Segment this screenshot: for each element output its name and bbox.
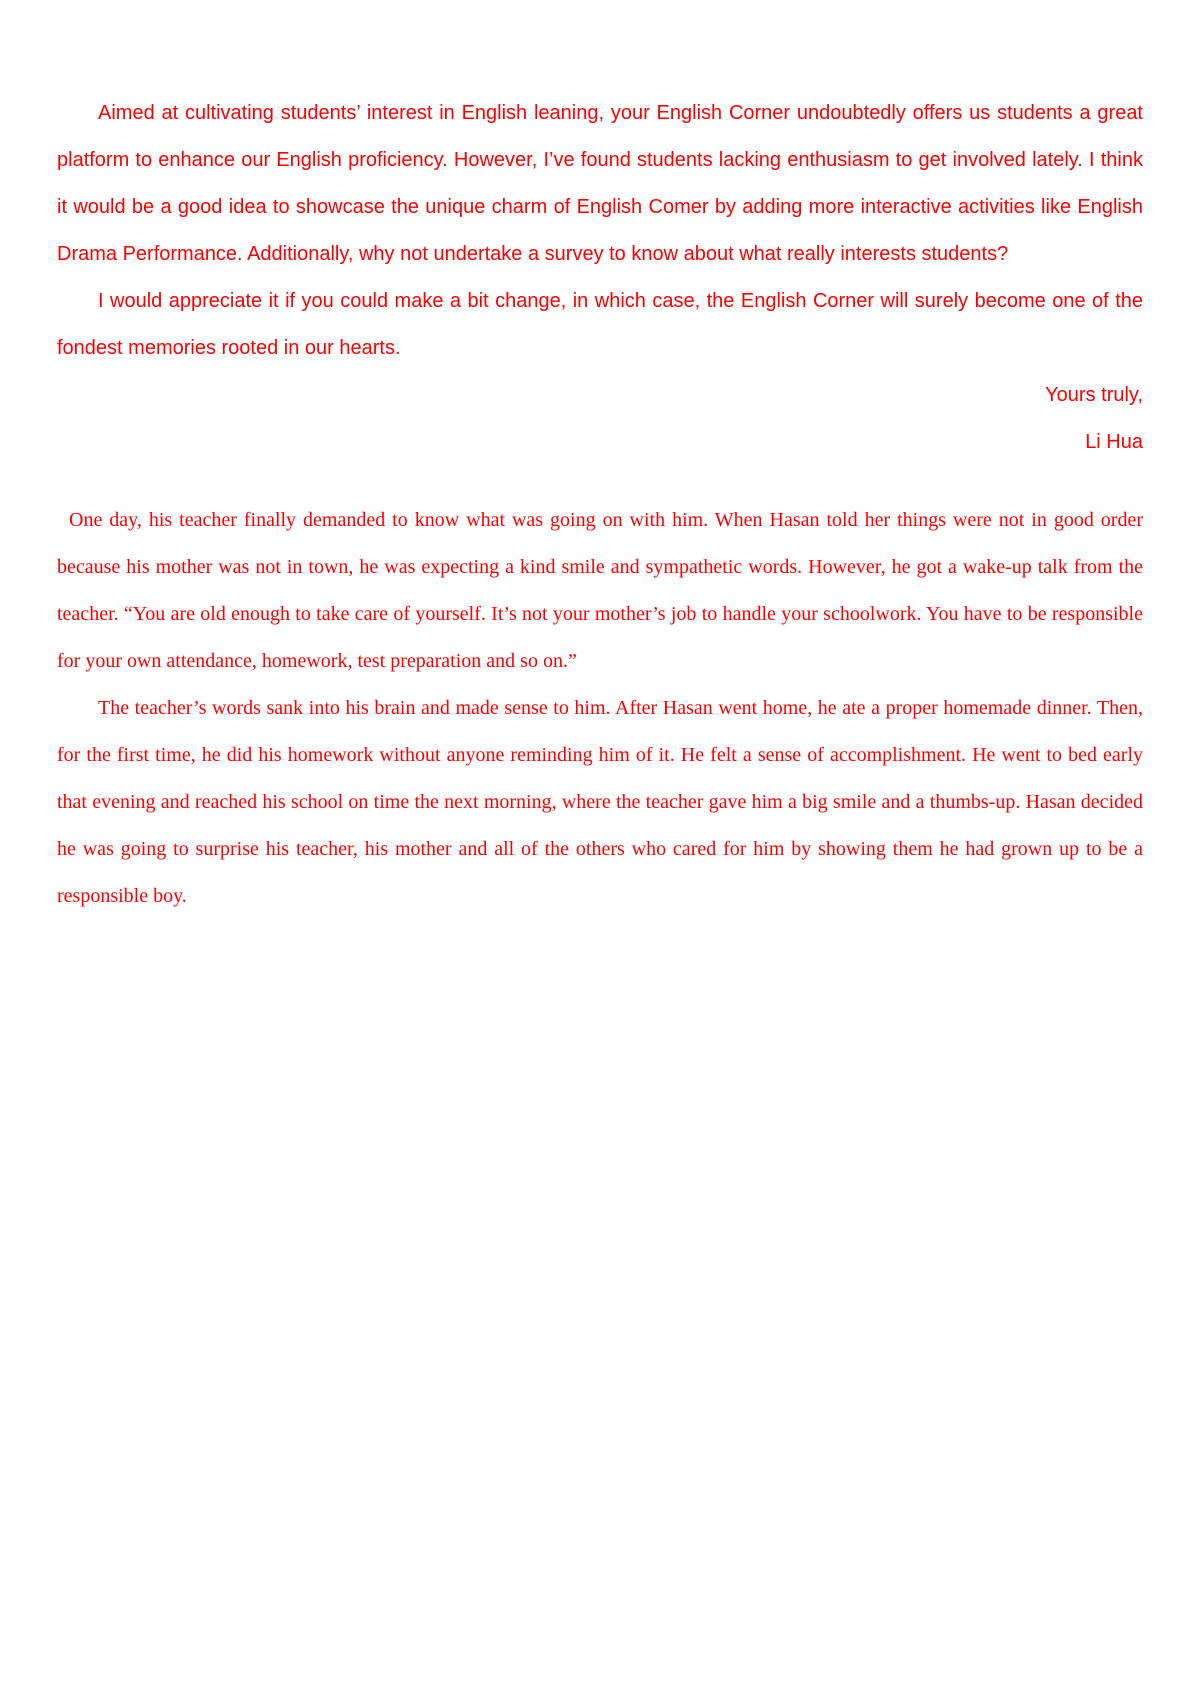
letter-closing: Yours truly, bbox=[1045, 384, 1143, 406]
story-paragraph-1: One day, his teacher finally demanded to know what was going on with him. When Hasan told her things were not in good order because his mother was not in town, he was expecting a kind smile and sympathetic words. However, he got a wake-up talk from the teacher. “You are old enough to take care of yourself. It’s not your mother’s job to handle your schoolwork. You have to be responsible for your own attendance, homework, test preparation and so on.” bbox=[57, 509, 1143, 672]
letter-signature: Li Hua bbox=[1085, 431, 1143, 453]
letter-paragraph-2: I would appreciate it if you could make a bit change, in which case, the English Corner will surely become one of the fondest memories rooted in our hearts. bbox=[57, 290, 1143, 359]
letter-section bbox=[57, 90, 1143, 466]
document-content bbox=[57, 90, 1143, 920]
letter-paragraph-1: Aimed at cultivating students’ interest in English leaning, your English Corner undoubtedly offers us students a great platform to enhance our English proficiency. However, I’ve found students lacking enthusiasm to get involved lately. I think it would be a good idea to showcase the unique charm of English Comer by adding more interactive activities like English Drama Performance. Additionally, why not undertake a survey to know about what really interests students? bbox=[57, 102, 1143, 265]
story-section bbox=[57, 497, 1143, 920]
story-paragraph-2: The teacher’s words sank into his brain and made sense to him. After Hasan went home, he ate a proper homemade dinner. Then, for the first time, he did his homework without anyone reminding him of it. He felt a sense of accomplishment. He went to bed early that evening and reached his school on time the next morning, where the teacher gave him a big smile and a thumbs-up. Hasan decided he was going to surprise his teacher, his mother and all of the others who cared for him by showing them he had grown up to be a responsible boy. bbox=[57, 697, 1143, 907]
